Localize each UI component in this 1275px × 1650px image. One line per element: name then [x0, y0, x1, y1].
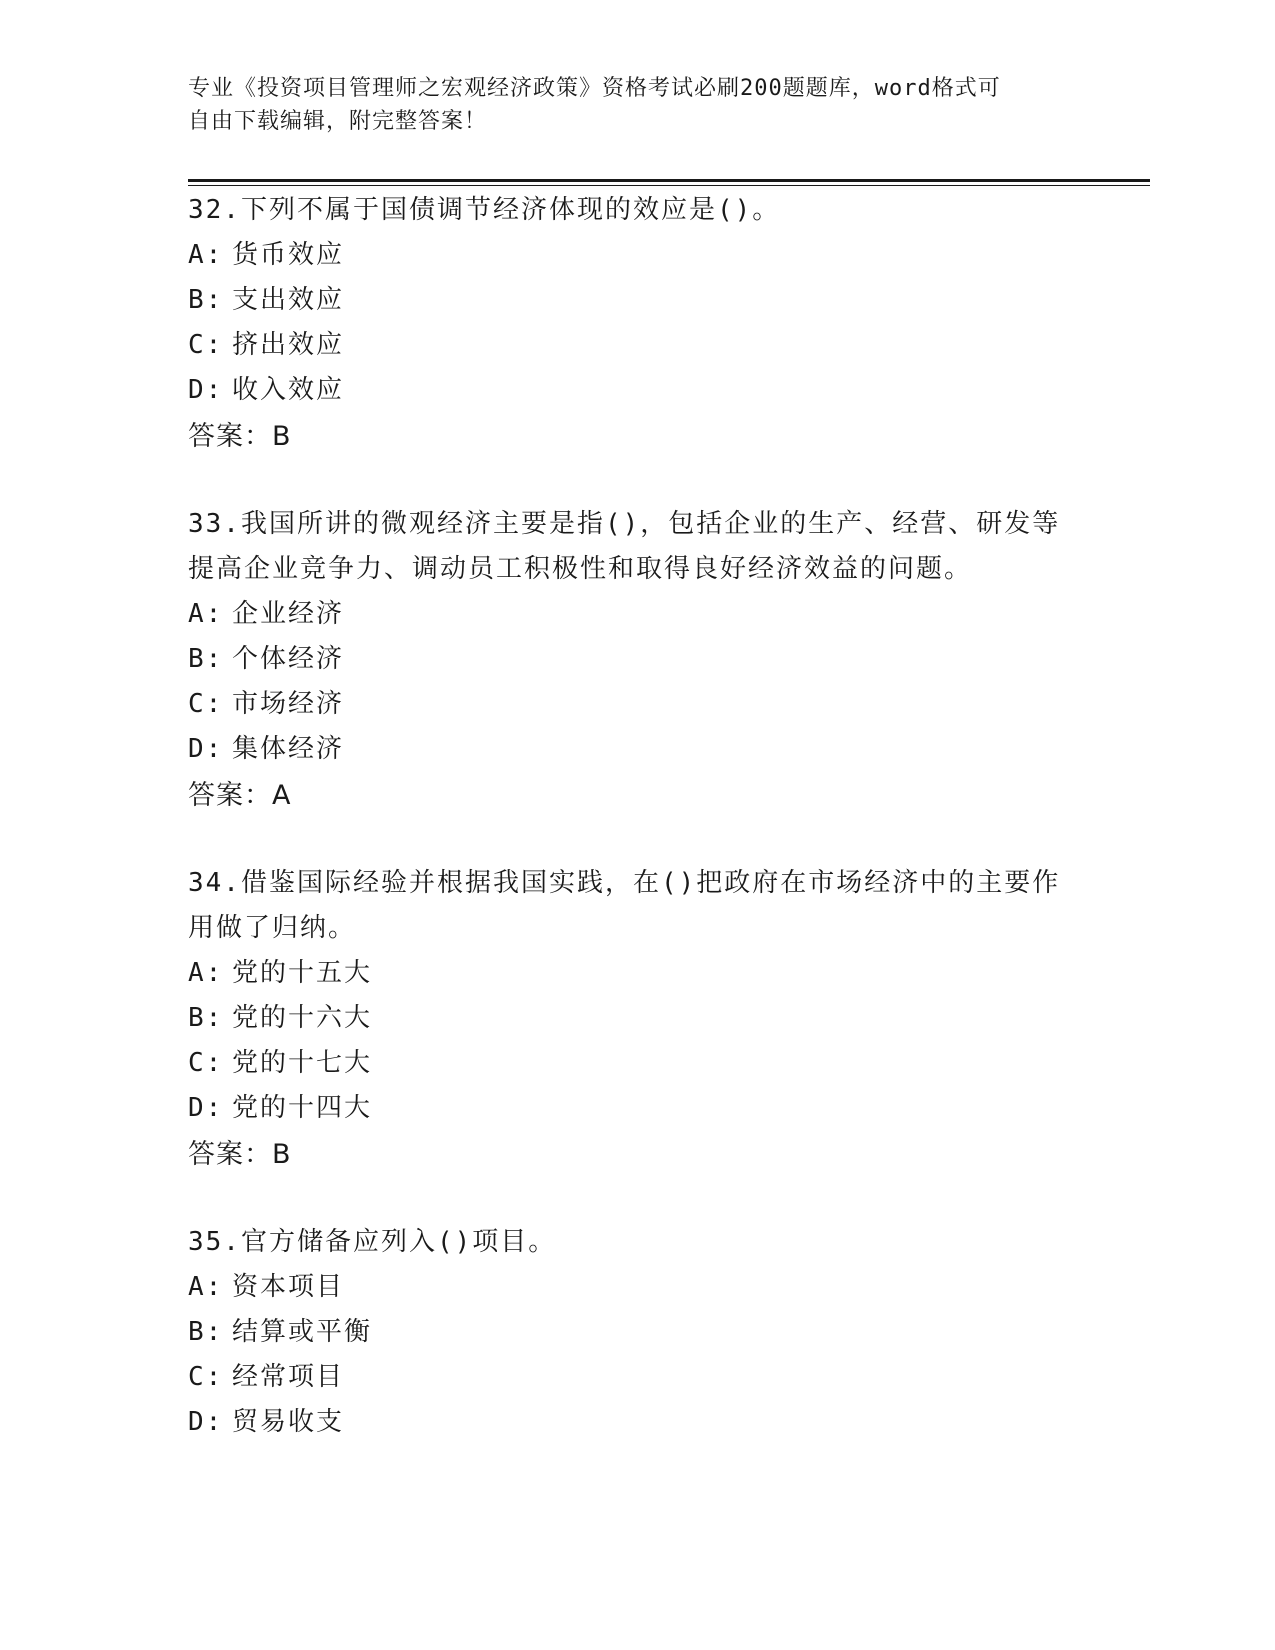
question-block [188, 188, 1088, 460]
question-list [188, 188, 1088, 1487]
option-text: 市场经济 [232, 689, 345, 719]
answer-line: 答案：B [188, 421, 292, 452]
question-option [188, 1355, 1088, 1400]
option-text: 党的十七大 [232, 1048, 373, 1078]
question-option [188, 278, 1088, 323]
option-letter: B: [188, 1317, 224, 1347]
question-stem: 34.借鉴国际经验并根据我国实践，在()把政府在市场经济中的主要作 [188, 868, 1061, 898]
question-option [188, 1086, 1088, 1131]
header-divider-thick [188, 179, 1150, 182]
question-option [188, 368, 1088, 413]
question-option [188, 1310, 1088, 1355]
question-option [188, 592, 1088, 637]
option-letter: D: [188, 734, 224, 764]
option-letter: B: [188, 285, 224, 315]
option-text: 收入效应 [232, 375, 345, 405]
option-text: 支出效应 [232, 285, 345, 315]
option-text: 党的十五大 [232, 958, 373, 988]
option-letter: B: [188, 1003, 224, 1033]
option-text: 结算或平衡 [232, 1317, 373, 1347]
header-line-2: 自由下载编辑，附完整答案！ [188, 109, 488, 134]
question-stem: 33.我国所讲的微观经济主要是指()，包括企业的生产、经营、研发等 [188, 509, 1061, 539]
document-header [188, 72, 1068, 138]
question-block [188, 1220, 1088, 1445]
option-text: 个体经济 [232, 644, 345, 674]
option-letter: B: [188, 644, 224, 674]
answer-line: 答案：B [188, 1139, 292, 1170]
question-option [188, 951, 1088, 996]
question-stem: 提高企业竞争力、调动员工积极性和取得良好经济效益的问题。 [188, 554, 973, 584]
option-text: 挤出效应 [232, 330, 345, 360]
question-block [188, 502, 1088, 819]
option-letter: C: [188, 689, 224, 719]
question-stem: 32.下列不属于国债调节经济体现的效应是()。 [188, 195, 781, 225]
option-text: 经常项目 [232, 1362, 345, 1392]
option-letter: D: [188, 1093, 224, 1123]
question-option [188, 727, 1088, 772]
question-option [188, 996, 1088, 1041]
question-option [188, 1265, 1088, 1310]
answer-line: 答案：A [188, 780, 292, 811]
option-letter: A: [188, 240, 224, 270]
option-letter: A: [188, 599, 224, 629]
question-stem: 35.官方储备应列入()项目。 [188, 1227, 557, 1257]
question-option [188, 637, 1088, 682]
option-letter: C: [188, 1362, 224, 1392]
option-text: 集体经济 [232, 734, 345, 764]
option-text: 党的十六大 [232, 1003, 373, 1033]
option-letter: D: [188, 1407, 224, 1437]
option-letter: C: [188, 330, 224, 360]
option-letter: A: [188, 1272, 224, 1302]
option-letter: D: [188, 375, 224, 405]
question-option [188, 682, 1088, 727]
option-text: 贸易收支 [232, 1407, 345, 1437]
question-stem: 用做了归纳。 [188, 913, 357, 943]
question-block [188, 861, 1088, 1178]
header-line-1: 专业《投资项目管理师之宏观经济政策》资格考试必刷200题题库，word格式可 [188, 76, 1001, 101]
option-text: 货币效应 [232, 240, 345, 270]
option-text: 资本项目 [232, 1272, 345, 1302]
option-text: 企业经济 [232, 599, 345, 629]
question-option [188, 233, 1088, 278]
header-divider-thin [188, 185, 1150, 186]
option-text: 党的十四大 [232, 1093, 373, 1123]
question-option [188, 323, 1088, 368]
option-letter: C: [188, 1048, 224, 1078]
question-option [188, 1400, 1088, 1445]
option-letter: A: [188, 958, 224, 988]
question-option [188, 1041, 1088, 1086]
